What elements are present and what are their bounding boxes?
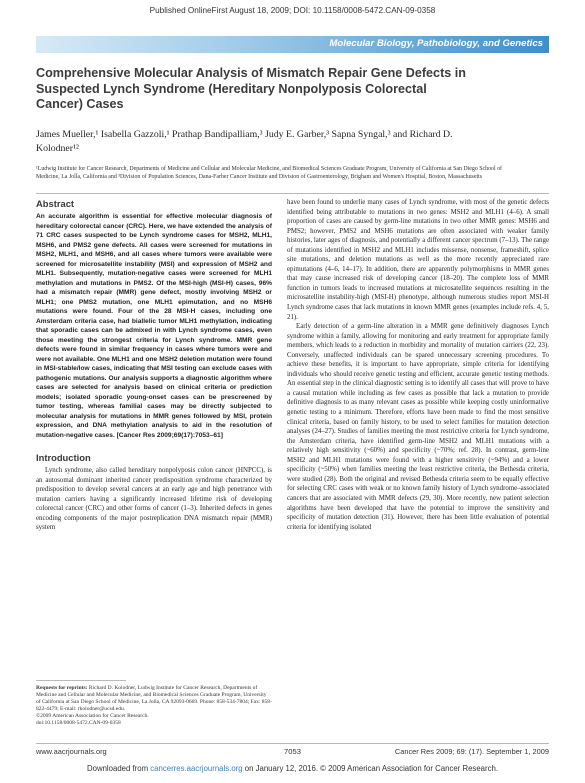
- download-suffix: on January 12, 2016. © 2009 American Association for Cancer Research.: [242, 764, 498, 773]
- download-notice: [0, 764, 585, 773]
- footer-divider: [36, 743, 549, 744]
- download-prefix: Downloaded from: [87, 764, 151, 773]
- reprint-request-text: Richard D. Kolodner, Ludwig Institute for Cancer Research, Departments of Medicine and Cellular and Molecular Medicine, and Biomedical Sciences Graduate Program, University of California at San Diego School of Medicine, La Jolla, CA 92093-0669. Phone: 858-534-7804; Fax: 858-822-4479; E-mail: rkolodner@ucsd.edu.: [36, 685, 272, 713]
- abstract-body: An accurate algorithm is essential for effective molecular diagnosis of hereditary colorectal cancer (CRC). Here, we have extended the analysis of 71 CRC cases suspected to be Lynch syndrome cases for MSH2, MLH1, MSH6, and PMS2 gene defects. All cases were screened for mutations in MSH2, MLH1, and MSH6, and all cases where tumors were available were screened for microsatellite instability (MSI) and expression of MSH2 and MLH1. Subsequently, mutation-negative cases were screened for MLH1 methylation and mutations in PMS2. Of the MSI-high (MSI-H) cases, 96% had a mismatch repair (MMR) gene defect, mostly involving MSH2 or MLH1; one PMS2 mutation, one MLH1 epimutation, and no MSH6 mutations were found. Four of the 28 MSI-H cases, including one Amsterdam criteria case, had biallelic tumor MLH1 methylation, indicating that sporadic cases can be admixed in with Lynch syndrome cases, even those meeting the strongest criteria for Lynch syndrome. MMR gene defects were found in similar frequency in cases where tumors were and were not available. One MLH1 and one MSH2 deletion mutation were found in MSI-stable/low cases, indicating that MSI testing can exclude cases with pathogenic mutations. Our analysis supports a diagnostic algorithm where cases are selected for analysis based on clinical criteria or prediction models; isolated sporadic young-onset cases can be prescreened by tumor testing, whereas familial cases may be directly subjected to molecular analysis for mutations in MMR genes followed by MSI, protein expression, and DNA methylation analysis to aid in the resolution of mutation-negative cases. [Cancer Res 2009;69(17):7053–61]: [36, 213, 272, 439]
- continued-paragraph: have been found to underlie many cases of Lynch syndrome, with most of the genetic defects identified being attributable to mutations in two genes: MSH2 and MLH1 (4–6). A small proportion of cases are caused by germ-line mutations in two other MMR genes: MSH6 and PMS2; however, PMS2 and MSH6 mutations are often associated with weaker family histories, later ages of diagnosis, and potentially a different cancer spectrum (7–13). The range of mutations identified in MSH2 and MLH1 includes missense, nonsense, frameshift, splice site mutations, and deletion mutations as well as the more recently appreciated rare epimutations (4–6, 14–17). In addition, there are apparently polymorphisms in MMR genes that may cause increased risk of developing cancer (18–20). The complete loss of MMR function in tumors leads to increased mutations at microsatellite sequences resulting in the microsatellite instability-high (MSI-H) phenotype, although numerous studies report MSI-H Lynch syndrome cases that lack mutations in known MMR genes (examples include refs. 4, 5, 21).: [287, 199, 549, 321]
- introduction-body: [36, 466, 272, 533]
- reprint-request: [36, 685, 272, 713]
- footnote: [36, 685, 272, 728]
- reprint-request-lead: Requests for reprints:: [36, 685, 88, 691]
- header-divider: [36, 193, 549, 194]
- affiliations: ¹Ludwig Institute for Cancer Research, Departments of Medicine and Cellular and Molecular Medicine, and Biomedical Sciences Graduate Program, University of California at San Diego School of Medicine, La Jolla, California and ³Division of Population Sciences, Dana-Farber Cancer Institute and Division of Gastroenterology, Brigham and Women's Hospital, Boston, Massachusetts: [36, 166, 503, 180]
- journal-citation: Cancer Res 2009; 69: (17). September 1, 2009: [394, 747, 549, 756]
- article-title: Comprehensive Molecular Analysis of Mismatch Repair Gene Defects in Suspected Lynch Syndrome (Hereditary Nonpolyposis Colorectal Cancer) Cases: [36, 66, 466, 112]
- author-list: James Mueller,¹ Isabella Gazzoli,¹ Prathap Bandipalliam,³ Judy E. Garber,³ Sapna Syngal,³ and Richard D. Kolodner¹²: [36, 129, 453, 154]
- download-link[interactable]: cancerres.aacrjournals.org: [150, 764, 243, 773]
- introduction-paragraph: Lynch syndrome, also called hereditary nonpolyposis colon cancer (HNPCC), is an autosomal dominant inherited cancer predisposition syndrome characterized by predisposition to develop several cancers at an early age and high penetrance with mutation carriers having a significantly increased lifetime risk of developing colorectal cancer (CRC) and other forms of cancer (1–3). Inherited defects in genes encoding components of the major postreplication DNA mismatch repair (MMR) system: [36, 467, 272, 532]
- paragraph-early-detection: Early detection of a germ-line alteration in a MMR gene definitively diagnoses Lynch syndrome within a family, allowing for monitoring and early treatment for appropriate family members, which leads to a reduction in morbidity and mortality of mutation carriers (22, 23). Conversely, unaffected individuals can be spared unnecessary screening procedures. To achieve these benefits, it is important to have appropriate, simple criteria for identifying individuals who should receive genetic testing and efficient, accurate genetic testing methods. An essential step in the clinical diagnostic setting is to identify all cases that will prove to have a causal mutation while including as few cases as possible that lack a mutation to provide definitive diagnosis to as many relevant cases as possible while keeping costly uninformative genetic testing to a minimum. Therefore, efforts have been made to find the most sensitive clinical criteria, based on family history, to be used to select families for mutation detection analyses (24–27). Studies of families meeting the most restrictive criteria for Lynch syndrome, the Amsterdam criteria, have identified germ-line MSH2 and MLH1 mutations with a relatively high sensitivity (~60%) and specificity (~70%; ref. 28). In contrast, germ-line MSH2 and MLH1 mutations were found with a higher sensitivity (~94%) and a lower specificity (~50%) when families meeting the least restrictive criteria, the Bethesda criteria, were studied (28). Both the original and revised Bethesda criteria seem to be equally effective for selecting CRC cases with weak or no known family history of Lynch syndrome–associated cancers that are associated with MMR defects (29, 30). More recently, new patient selection algorithms have been developed that have the potential to improve the sensitivity and specificity of mutation detection (31). However, there has been little evaluation of potential criteria for identifying isolated: [287, 323, 549, 531]
- footnote-divider: [36, 680, 126, 681]
- footnote-doi: doi:10.1158/0008-5472.CAN-09-0358: [36, 720, 121, 727]
- section-banner: [36, 36, 549, 53]
- page-number: 7053: [284, 747, 301, 756]
- section-label: Molecular Biology, Pathobiology, and Genetics: [329, 38, 543, 49]
- abstract-heading: Abstract: [36, 198, 75, 209]
- right-column-body: [287, 198, 549, 532]
- journal-website[interactable]: www.aacrjournals.org: [36, 747, 107, 756]
- published-online-line: Published OnlineFirst August 18, 2009; DOI: 10.1158/0008-5472.CAN-09-0358: [149, 6, 436, 15]
- right-column: [287, 198, 549, 532]
- introduction-heading: Introduction: [36, 452, 91, 463]
- copyright-notice: ©2009 American Association for Cancer Research.: [36, 713, 149, 720]
- left-column: [36, 198, 272, 533]
